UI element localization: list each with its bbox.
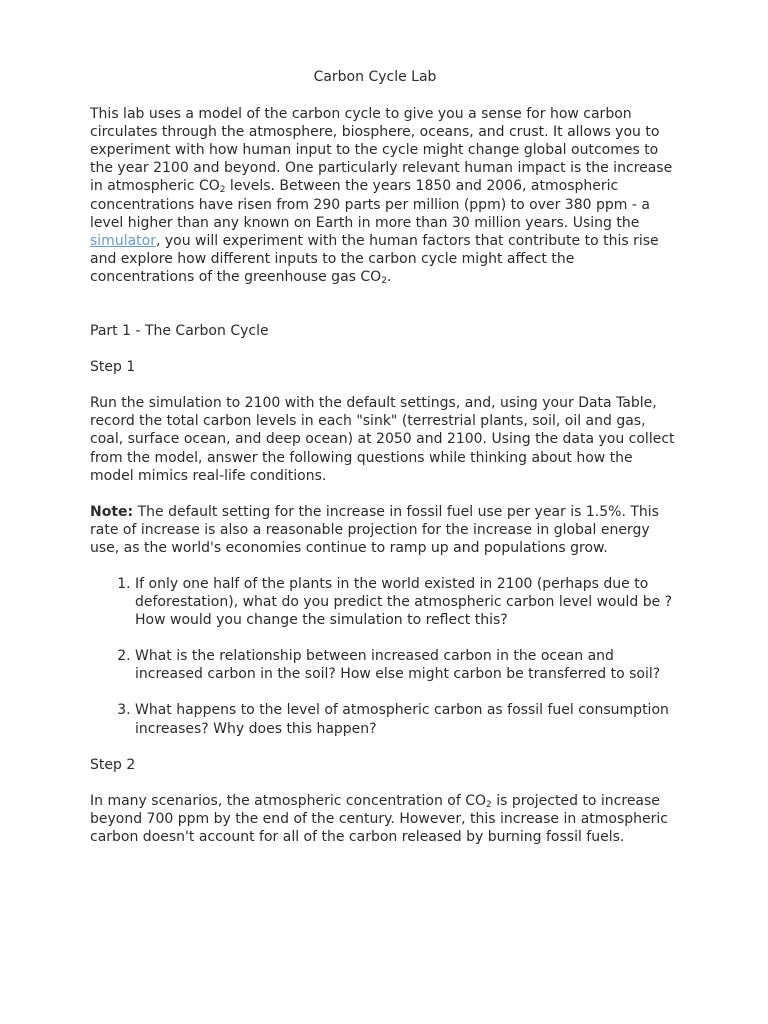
co2-subscript: 2 (219, 185, 226, 196)
step2-text-2: is projected to increase beyond 700 ppm by the end of the century. However, this increase in atmospheric carbon doesn't account for all of the carbon released by burning fossil fuels. (90, 792, 668, 845)
step2-heading: Step 2 (90, 756, 136, 773)
step2-paragraph (90, 792, 680, 846)
intro-text-3: , you will experiment with the human factors that contribute to this rise and explore how different inputs to the carbon cycle might affect the concentrations of the greenhouse gas CO (90, 232, 659, 285)
note-paragraph (90, 503, 680, 557)
simulator-link[interactable]: simulator (90, 232, 156, 249)
co2-subscript: 2 (381, 275, 387, 286)
co2-subscript: 2 (486, 799, 492, 810)
question-item: 3. What happens to the level of atmospheric carbon as fossil fuel consumption increases? Why does this happen? (135, 701, 680, 737)
question-list (90, 575, 680, 738)
question-item: 1. If only one half of the plants in the world existed in 2100 (perhaps due to deforestation), what do you predict the atmospheric carbon level would be ? How would you change the simulation to reflect this? (135, 575, 680, 629)
note-text: The default setting for the increase in fossil fuel use per year is 1.5%. This rate of increase is also a reasonable projection for the increase in global energy use, as the world's economies continue to ramp up and populations grow. (90, 503, 659, 556)
intro-text-end: . (386, 268, 392, 285)
question-item: 2. What is the relationship between increased carbon in the ocean and increased carbon in the soil? How else might carbon be transferred to soil? (135, 647, 680, 683)
intro-text-2: levels. Between the years 1850 and 2006, atmospheric concentrations have risen from 290 parts per million (ppm) to over 380 ppm - a level higher than any known on Earth in more than 30 million years. Using the (90, 178, 650, 231)
document-title: Carbon Cycle Lab (313, 69, 437, 85)
intro-paragraph (90, 105, 680, 286)
part1-heading: Part 1 - The Carbon Cycle (90, 323, 269, 340)
note-label: Note: (90, 503, 134, 520)
step1-heading: Step 1 (90, 359, 136, 376)
intro-text-1: This lab uses a model of the carbon cycle to give you a sense for how carbon circulates through the atmosphere, biosphere, oceans, and crust. It allows you to experiment with how human input to the cycle might change global outcomes to the year 2100 and beyond. One particularly relevant human impact is the increase in atmospheric CO (90, 106, 673, 195)
step1-paragraph: Run the simulation to 2100 with the default settings, and, using your Data Table, record the total carbon levels in each "sink" (terrestrial plants, soil, oil and gas, coal, surface ocean, and deep ocean) at 2050 and 2100. Using the data you collect from the model, answer the following questions while thinking about how the model mimics real-life conditions. (90, 395, 675, 484)
step2-text-1: In many scenarios, the atmospheric concentration of CO (90, 792, 487, 809)
document-body (90, 68, 680, 846)
